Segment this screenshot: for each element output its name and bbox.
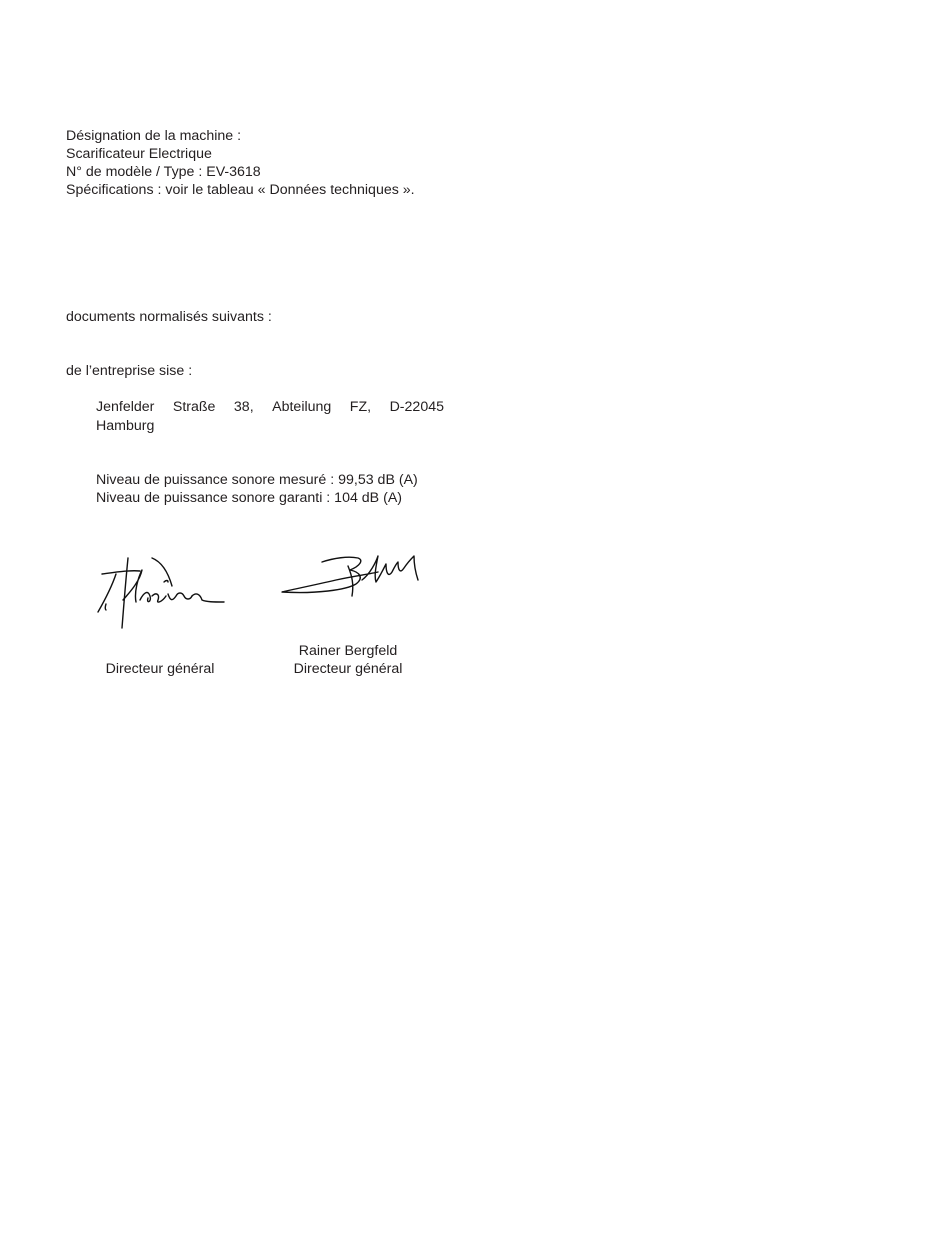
sound-guaranteed: Niveau de puissance sonore garanti : 104 dB (A) xyxy=(96,490,403,506)
address-street-line xyxy=(96,398,444,417)
signatory-2-title: Directeur général xyxy=(293,661,403,677)
machine-name: Scarificateur Electrique xyxy=(66,146,212,162)
address-city: Hamburg xyxy=(96,418,155,434)
address-word: Jenfelder xyxy=(96,399,155,415)
signature-1 xyxy=(92,552,227,634)
signatory-2-name: Rainer Bergfeld xyxy=(298,643,398,659)
address-word: D-22045 xyxy=(389,399,444,415)
address-word: 38, xyxy=(233,399,254,415)
address-word: Straße xyxy=(172,399,216,415)
machine-model: N° de modèle / Type : EV-3618 xyxy=(66,164,261,180)
standards-intro: documents normalisés suivants : xyxy=(66,309,272,325)
company-address xyxy=(96,398,444,436)
sound-measured: Niveau de puissance sonore mesuré : 99,53 dB (A) xyxy=(96,472,418,488)
machine-info xyxy=(66,127,415,199)
signatory-1-title: Directeur général xyxy=(105,661,215,677)
company-intro: de l’entreprise sise : xyxy=(66,363,193,379)
machine-specifications: Spécifications : voir le tableau « Données techniques ». xyxy=(66,182,415,198)
sound-levels xyxy=(96,471,418,507)
address-word: Abteilung xyxy=(272,399,332,415)
signature-2 xyxy=(276,550,426,602)
address-word: FZ, xyxy=(349,399,372,415)
machine-designation-label: Désignation de la machine : xyxy=(66,128,242,144)
